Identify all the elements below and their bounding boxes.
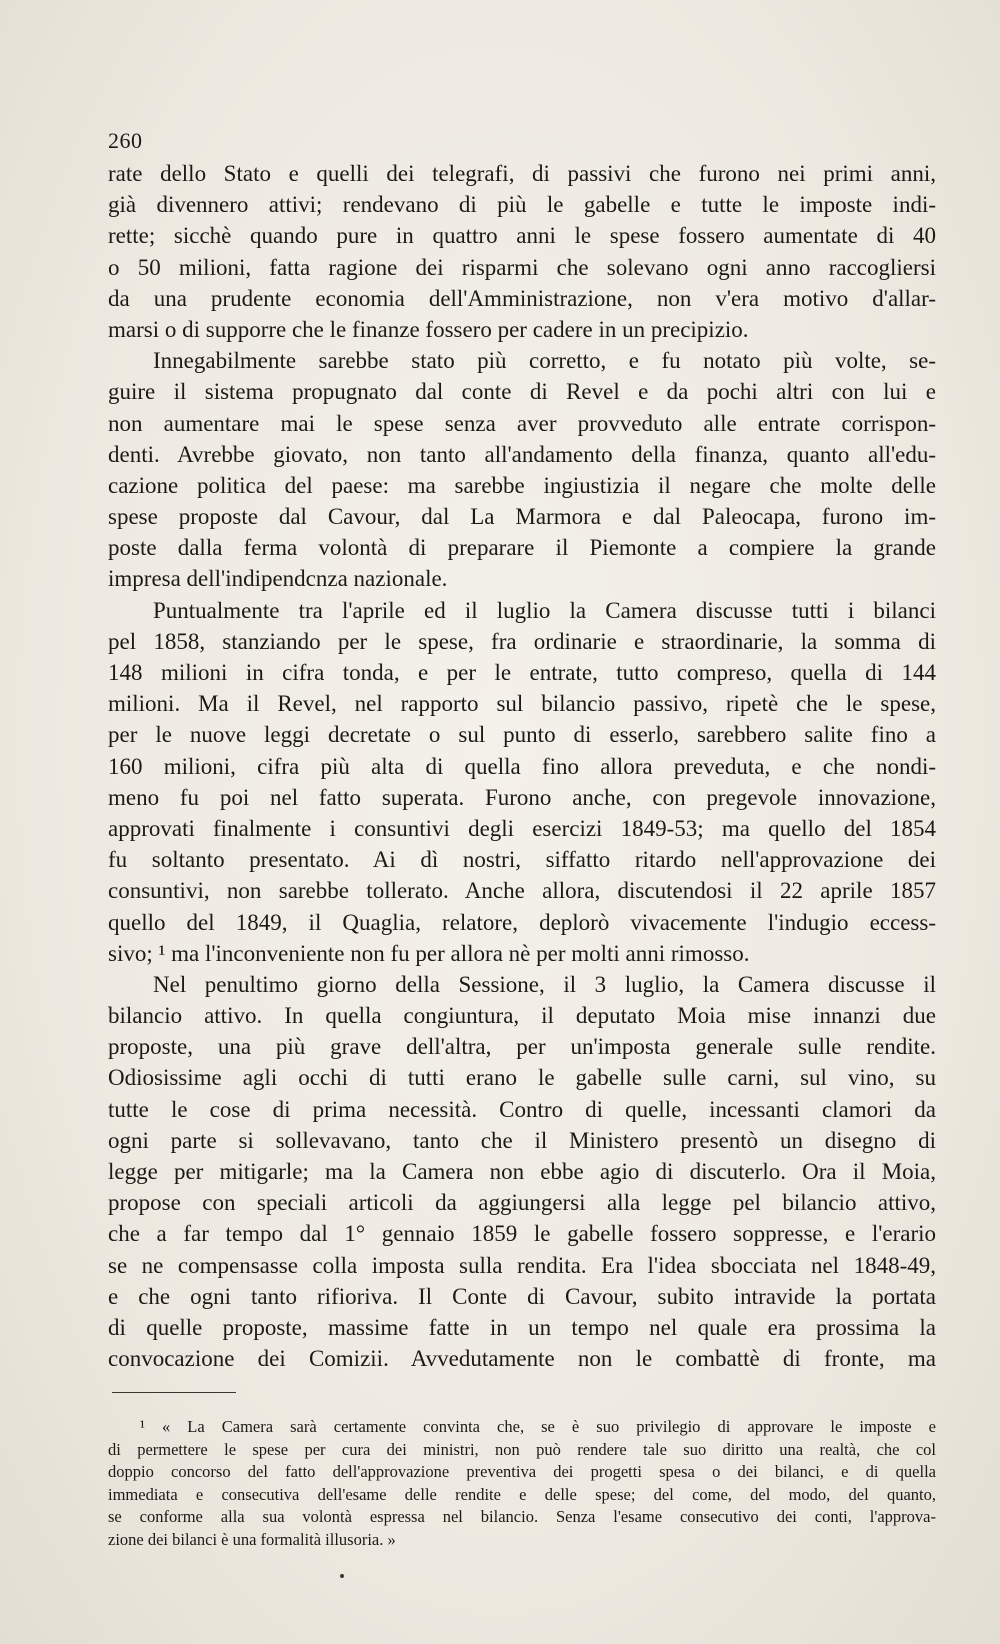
text-line: o 50 milioni, fatta ragione dei risparmi che solevano ogni anno raccogliersi bbox=[108, 254, 936, 280]
text-line: meno fu poi nel fatto superata. Furono anche, con pregevole innovazione, bbox=[108, 784, 936, 810]
footnotes bbox=[108, 1416, 936, 1551]
text-line: da una prudente economia dell'Amministrazione, non v'era motivo d'allar- bbox=[108, 285, 936, 311]
text-line: sivo; ¹ ma l'inconveniente non fu per allora nè per molti anni rimosso. bbox=[108, 940, 750, 966]
page-number: 260 bbox=[108, 128, 143, 153]
footnote-line: di permettere le spese per cura dei ministri, non può rendere tale suo diritto una realtà, che col bbox=[108, 1439, 936, 1459]
text-line: se ne compensasse colla imposta sulla rendita. Era l'idea sbocciata nel 1848-49, bbox=[108, 1252, 936, 1278]
footnote-line: ¹ « La Camera sarà certamente convinta che, se è suo privilegio di approvare le imposte e bbox=[140, 1417, 936, 1436]
text-line: convocazione dei Comizii. Avvedutamente non le combattè di fronte, ma bbox=[108, 1346, 936, 1372]
text-line: che a far tempo dal 1° gennaio 1859 le gabelle fossero soppresse, e l'erario bbox=[108, 1221, 936, 1247]
text-line: 148 milioni in cifra tonda, e per le entrate, tutto compreso, quella di 144 bbox=[108, 660, 936, 685]
text-line: Odiosissime agli occhi di tutti erano le gabelle sulle carni, sul vino, su bbox=[108, 1065, 936, 1091]
text-line: Innegabilmente sarebbe stato più corretto, e fu notato più volte, se- bbox=[153, 348, 936, 374]
footnote-line: doppio concorso del fatto dell'approvazione preventiva dei progetti spesa o dei bilanci, e di quella bbox=[108, 1462, 936, 1481]
text-line: milioni. Ma il Revel, nel rapporto sul bilancio passivo, ripetè che le spese, bbox=[108, 691, 936, 717]
text-line: non aumentare mai le spese senza aver provveduto alle entrate corrispon- bbox=[108, 410, 936, 436]
text-line: Puntualmente tra l'aprile ed il luglio la Camera discusse tutti i bilanci bbox=[153, 597, 936, 623]
text-line: poste dalla ferma volontà di preparare il Piemonte a compiere la grande bbox=[108, 535, 936, 561]
body-text bbox=[108, 158, 936, 1374]
text-line: rette; sicchè quando pure in quattro anni le spese fossero aumentate di 40 bbox=[108, 223, 936, 249]
text-line: cazione politica del paese: ma sarebbe ingiustizia il negare che molte delle bbox=[108, 472, 936, 498]
footnote-line: se conforme alla sua volontà espressa nel bilancio. Senza l'esame consecutivo dei conti, l'approva- bbox=[108, 1507, 936, 1526]
text-line: propose con speciali articoli da aggiungersi alla legge pel bilancio attivo, bbox=[108, 1190, 936, 1216]
text-line: bilancio attivo. In quella congiuntura, il deputato Moia mise innanzi due bbox=[108, 1003, 936, 1029]
text-line: approvati finalmente i consuntivi degli esercizi 1849-53; ma quello del 1854 bbox=[108, 815, 936, 841]
footnote-line: zione dei bilanci è una formalità illusoria. » bbox=[108, 1529, 396, 1549]
text-line: consuntivi, non sarebbe tollerato. Anche allora, discutendosi il 22 aprile 1857 bbox=[108, 878, 936, 904]
text-line: Nel penultimo giorno della Sessione, il 3 luglio, la Camera discusse il bbox=[153, 971, 936, 997]
text-line: quello del 1849, il Quaglia, relatore, deplorò vivacemente l'indugio eccess- bbox=[108, 909, 936, 935]
footnote-divider bbox=[112, 1392, 236, 1393]
text-line: 160 milioni, cifra più alta di quella fino allora preveduta, e che nondi- bbox=[108, 753, 936, 779]
text-line: pel 1858, stanziando per le spese, fra ordinarie e straordinarie, la somma di bbox=[108, 628, 936, 654]
text-line: spese proposte dal Cavour, dal La Marmora e dal Paleocapa, furono im- bbox=[108, 504, 936, 530]
text-line: denti. Avrebbe giovato, non tanto all'andamento della finanza, quanto all'edu- bbox=[108, 441, 936, 467]
text-line: legge per mitigarle; ma la Camera non ebbe agio di discuterlo. Ora il Moia, bbox=[108, 1159, 936, 1184]
text-line: già divennero attivi; rendevano di più le gabelle e tutte le imposte indi- bbox=[108, 192, 936, 218]
text-line: e che ogni tanto rifioriva. Il Conte di Cavour, subito intravide la portata bbox=[108, 1283, 936, 1309]
text-line: rate dello Stato e quelli dei telegrafi, di passivi che furono nei primi anni, bbox=[108, 161, 936, 186]
text-line: ogni parte si sollevavano, tanto che il Ministero presentò un disegno di bbox=[108, 1127, 936, 1153]
text-line: tutte le cose di prima necessità. Contro di quelle, incessanti clamori da bbox=[108, 1096, 936, 1122]
text-line: impresa dell'indipendcnza nazionale. bbox=[108, 566, 448, 592]
footnote-line: immediata e consecutiva dell'esame delle rendite e delle spese; del come, del modo, del quanto, bbox=[108, 1484, 936, 1504]
text-line: di quelle proposte, massime fatte in un tempo nel quale era prossima la bbox=[108, 1314, 936, 1340]
ink-dot bbox=[340, 1574, 344, 1578]
text-line: proposte, una più grave dell'altra, per un'imposta generale sulle rendite. bbox=[108, 1034, 936, 1060]
text-line: marsi o di supporre che le finanze fossero per cadere in un precipizio. bbox=[108, 316, 749, 342]
text-line: fu soltanto presentato. Ai dì nostri, siffatto ritardo nell'approvazione dei bbox=[108, 847, 936, 873]
text-line: guire il sistema propugnato dal conte di Revel e da pochi altri con lui e bbox=[108, 379, 936, 405]
text-line: per le nuove leggi decretate o sul punto di esserlo, sarebbero salite fino a bbox=[108, 722, 936, 748]
